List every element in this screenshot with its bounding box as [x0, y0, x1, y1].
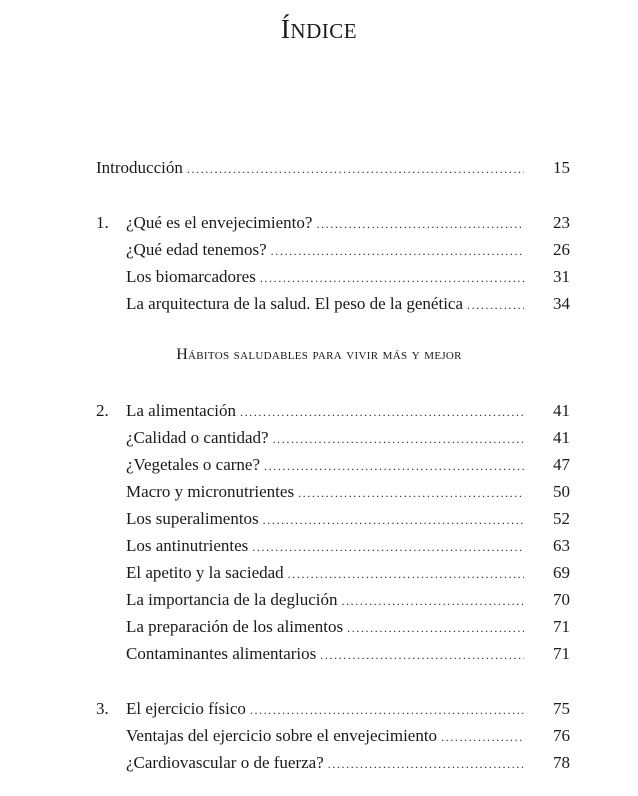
toc-entry[interactable]	[126, 535, 570, 557]
chapter-number: 1.	[96, 213, 109, 232]
toc-entry-page: 75	[553, 699, 570, 718]
dot-leader	[298, 482, 524, 504]
toc-entry-page: 63	[553, 536, 570, 555]
toc-entry-label: Los superalimentos	[126, 509, 259, 528]
dot-leader	[250, 699, 524, 721]
toc-entry[interactable]	[126, 508, 570, 530]
chapter-number: 3.	[96, 699, 109, 718]
toc-entry-page: 78	[553, 753, 570, 772]
toc-entry-label: La importancia de la deglución	[126, 590, 338, 609]
toc-entry[interactable]	[126, 293, 570, 315]
toc-entry-page: 41	[553, 428, 570, 447]
toc-entry-page: 26	[553, 240, 570, 259]
toc-entry-page: 41	[553, 401, 570, 420]
toc-entry[interactable]	[126, 239, 570, 261]
toc-entry-label: El ejercicio físico	[126, 699, 246, 718]
toc-entry-label: La arquitectura de la salud. El peso de la genética	[126, 294, 464, 313]
dot-leader	[328, 753, 524, 775]
toc-entry[interactable]	[126, 400, 570, 422]
dot-leader	[252, 536, 524, 558]
toc-entry-label: ¿Qué edad tenemos?	[126, 240, 267, 259]
toc-entry-label: El apetito y la saciedad	[126, 563, 284, 582]
chapter-number: 2.	[96, 401, 109, 420]
toc-entry[interactable]	[126, 643, 570, 665]
toc-entry[interactable]	[126, 266, 570, 288]
dot-leader	[273, 428, 524, 450]
toc-entry-page: 71	[553, 617, 570, 636]
dot-leader	[441, 726, 524, 748]
toc-entry[interactable]	[126, 725, 570, 747]
dot-leader	[320, 644, 524, 666]
dot-leader	[260, 267, 524, 289]
toc-entry-label: Los biomarcadores	[126, 267, 256, 286]
dot-leader	[187, 158, 524, 180]
toc-entry-label: Introducción	[96, 158, 183, 177]
dot-leader	[347, 617, 524, 639]
toc-entry-intro[interactable]	[96, 157, 570, 179]
dot-leader	[264, 455, 524, 477]
toc-entry-label: La alimentación	[126, 401, 236, 420]
toc-entry-label: Ventajas del ejercicio sobre el envejecimiento	[126, 726, 438, 745]
toc-entry-page: 76	[553, 726, 570, 745]
toc-entry[interactable]	[126, 698, 570, 720]
title-initial: Í	[280, 14, 291, 44]
toc-entry-page: 71	[553, 644, 570, 663]
toc-entry[interactable]	[126, 752, 570, 774]
page-title	[0, 14, 638, 45]
dot-leader	[263, 509, 524, 531]
toc-entry-label: ¿Vegetales o carne?	[126, 455, 261, 474]
toc-entry-label: ¿Calidad o cantidad?	[126, 428, 269, 447]
title-rest: NDICE	[290, 19, 358, 43]
dot-leader	[316, 213, 524, 235]
toc-entry-page: 31	[553, 267, 570, 286]
dot-leader	[240, 401, 524, 423]
dot-leader	[341, 590, 524, 612]
dot-leader	[271, 240, 524, 262]
toc-entry-page: 50	[553, 482, 570, 501]
toc-entry[interactable]	[126, 454, 570, 476]
toc-entry-page: 70	[553, 590, 570, 609]
dot-leader	[467, 294, 524, 316]
toc-entry-page: 52	[553, 509, 570, 528]
toc-entry[interactable]	[126, 562, 570, 584]
toc-entry[interactable]	[126, 427, 570, 449]
toc-entry-page: 23	[553, 213, 570, 232]
toc-entry-label: Contaminantes alimentarios	[126, 644, 317, 663]
toc-entry-label: ¿Cardiovascular o de fuerza?	[126, 753, 324, 772]
section-heading: Hábitos saludables para vivir más y mejor	[176, 346, 462, 363]
toc-entry[interactable]	[126, 481, 570, 503]
toc-entry-label: Macro y micronutrientes	[126, 482, 295, 501]
toc-entry-label: Los antinutrientes	[126, 536, 249, 555]
toc-entry[interactable]	[126, 589, 570, 611]
dot-leader	[288, 563, 524, 585]
toc-entry[interactable]	[126, 616, 570, 638]
toc-entry-page: 69	[553, 563, 570, 582]
toc-entry-page: 34	[553, 294, 570, 313]
toc-entry-label: La preparación de los alimentos	[126, 617, 344, 636]
toc-entry-page: 15	[553, 158, 570, 177]
toc-entry-label: ¿Qué es el envejecimiento?	[126, 213, 313, 232]
toc-entry[interactable]	[126, 212, 570, 234]
toc-entry-page: 47	[553, 455, 570, 474]
